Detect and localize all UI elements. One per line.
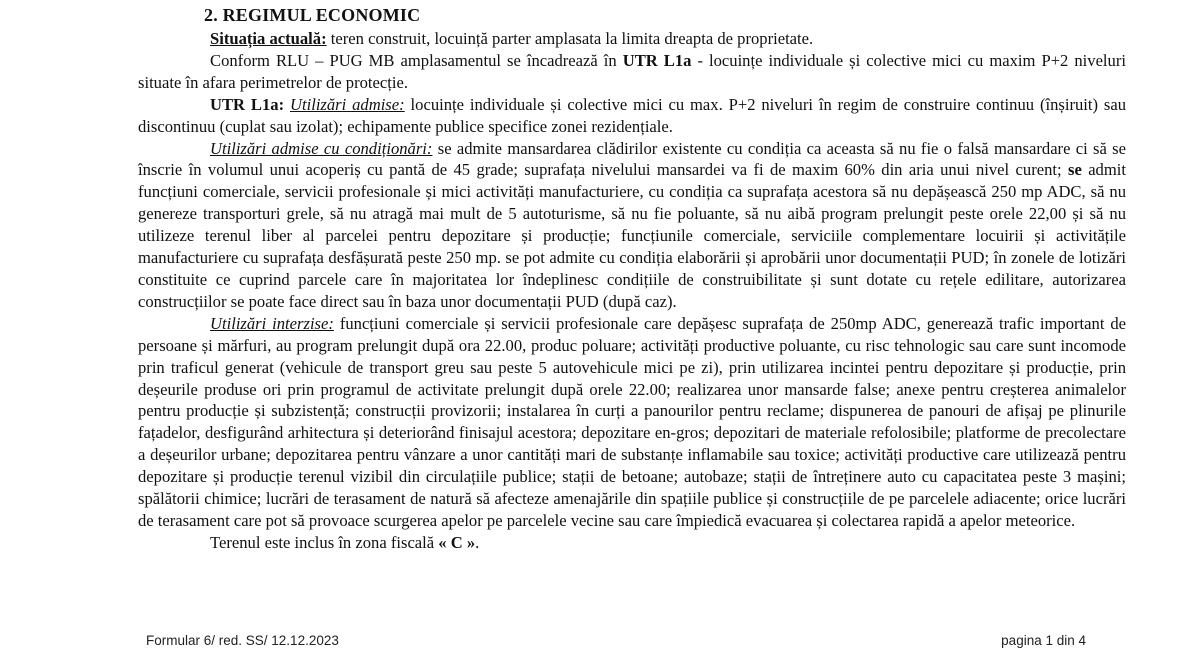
paragraph-situatie [138, 28, 1126, 50]
admise-text: locuințe individuale și colective mici cu max. P+2 niveluri în regim de construire continuu (înșiruit) sau discontinuu (cuplat sau izolat); echipamente publice specifice zonei rezidențiale. [138, 94, 1127, 136]
conform-text-after: - locuințe individuale și colective mici cu maxim P+2 niveluri situate în afara perimetrelor de protecție. [138, 50, 1126, 92]
situatie-text: teren construit, locuință parter amplasata la limita dreapta de proprietate. [326, 29, 814, 48]
paragraph-interzise [138, 313, 1126, 532]
footer-form: Formular 6/ red. SS/ 12.12.2023 [146, 633, 339, 648]
situatie-label: Situația actuală: [210, 29, 327, 48]
conditionari-text-before: se admite mansardarea clădirilor existente cu condiția ca aceasta să nu fie o falsă mansardare ci să se înscrie în volumul unui acoperiș cu pantă de 45 grade; suprafața nivelului mansardei va fi de maxim 60% din aria unui nivel curent; [138, 138, 1127, 180]
document-body [138, 2, 1126, 554]
fiscal-text-before: Terenul este inclus în zona fiscală [210, 532, 439, 552]
admise-utr: UTR L1a: [210, 94, 285, 114]
fiscal-zone: « C » [438, 532, 476, 552]
paragraph-conditionari [138, 138, 1126, 313]
paragraph-admise [138, 94, 1126, 138]
admise-label: Utilizări admise: [290, 94, 405, 114]
conform-text-before: Conform RLU – PUG MB amplasamentul se încadrează în [210, 50, 623, 70]
paragraph-conform [138, 50, 1126, 94]
footer-page-number: pagina 1 din 4 [1001, 633, 1086, 648]
paragraph-fiscal [138, 532, 1126, 554]
page-footer [146, 632, 1086, 650]
interzise-text: funcțiuni comerciale și servicii profesionale care depășesc suprafața de 250mp ADC, generează trafic important de persoane și mărfuri, au program prelungit după ora 22.00, produc poluare; activități productive poluante, cu risc tehnologic sau care sunt incomode prin traficul generat (vehicule de transport greu sau peste 5 autovehicule mici pe zi), prin utilizarea incintei pentru depozitare și producție, prin deșeurile produse ori prin programul de activitate prelungit după orele 22.00; realizarea unor mansarde false; anexe pentru creșterea animalelor pentru producție și subzistență; construcții provizorii; instalarea în curți a panourilor pentru reclame; dispunerea de panouri de afișaj pe plinurile fațadelor, desfigurând arhitectura și deteriorând finisajul acestora; depozitare en-gros; depozitari de materiale refolosibile; platforme de precolectare a deșeurilor urbane; depozitarea pentru vânzare a unor cantități mari de substanțe inflamabile sau toxice; activități productive care utilizează pentru depozitare și producție terenul vizibil din circulațiile publice; stații de betoane; autobaze; stații de întreținere auto cu capacitatea peste 3 mașini; spălătorii chimice; lucrări de terasament de natură să afecteze amenajările din spațiile publice și construcțiile de pe parcelele adiacente; orice lucrări de terasament care pot să provoace scurgerea apelor pe parcelele vecine sau care împiedică evacuarea și colectarea rapidă a apelor meteorice. [138, 313, 1126, 530]
conditionari-text-after: admit funcțiuni comerciale, servicii profesionale și mici activități manufacturiere, cu condiția ca suprafața acestora să nu depășească 250 mp ADC, să nu genereze transporturi grele, să nu atragă mai mult de 5 autoturisme, să nu fie poluante, să nu aibă program prelungit peste orele 22,00 și să nu utilizeze terenul liber al parcelei pentru depozitare și producție; funcțiunile comerciale, serviciile complementare locuirii și activitățile manufacturiere cu suprafața desfășurată peste 250 mp. se pot admite cu condiția elaborării și aprobării unor documentații PUD; în zonele de lotizări constituite ce cuprind parcele care în majoritatea lor îndeplinesc condițiile de construibilitate și sunt dotate cu rețele edilitare, autorizarea construcțiilor se poate face direct sau în baza unor documentații PUD (după caz). [138, 160, 1126, 311]
conform-utr: UTR L1a [622, 50, 692, 70]
fiscal-text-after: . [475, 532, 480, 552]
section-heading: 2. REGIMUL ECONOMIC [204, 5, 421, 25]
interzise-label: Utilizări interzise: [210, 313, 334, 333]
conditionari-label: Utilizări admise cu condiționări: [210, 138, 433, 158]
conditionari-se: se [1067, 160, 1082, 180]
